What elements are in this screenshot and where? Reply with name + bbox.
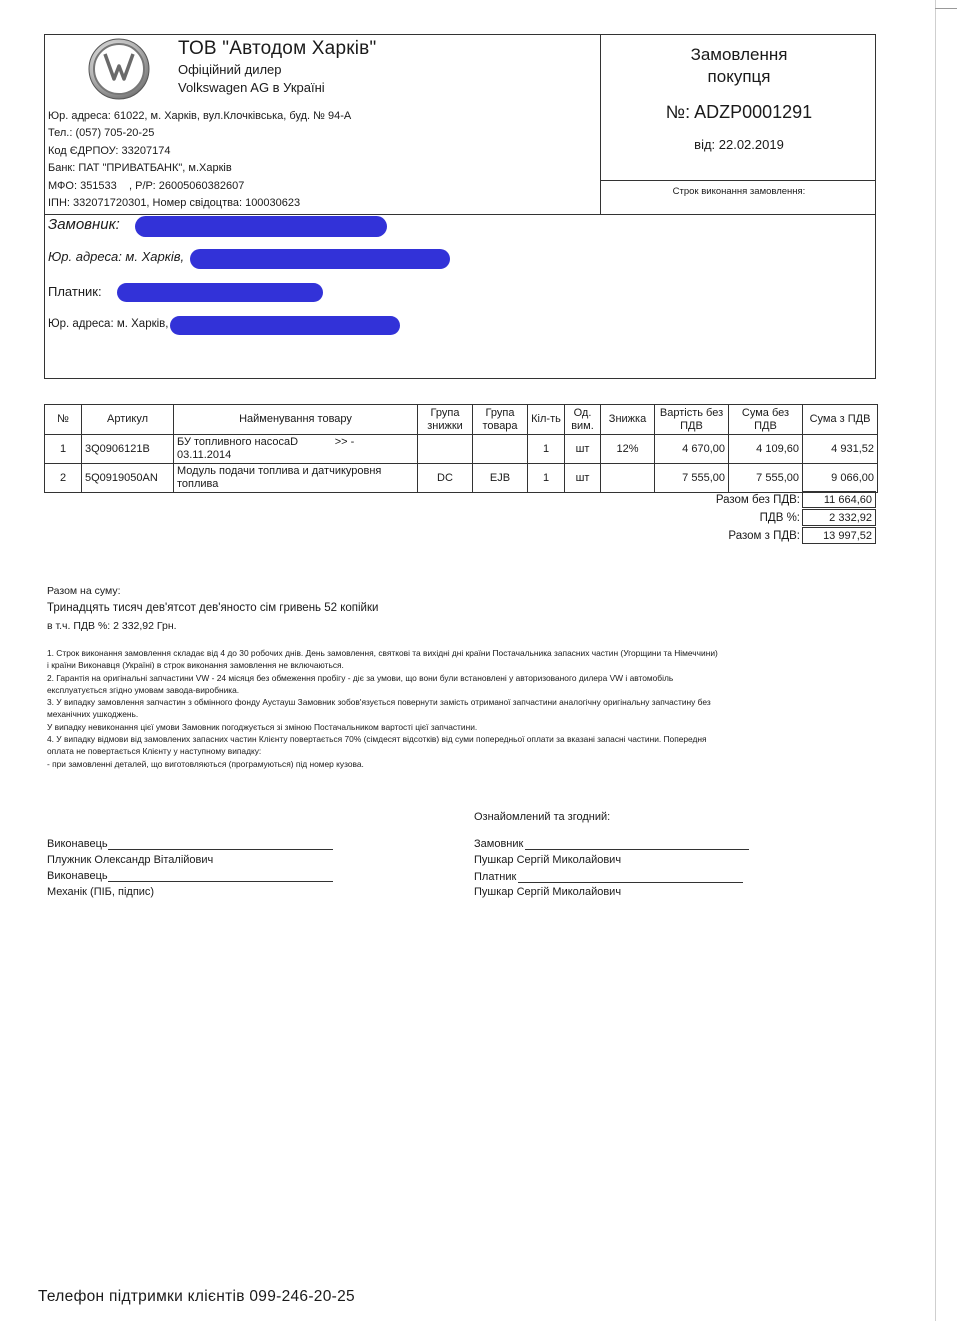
cell-qty: 1 xyxy=(528,435,565,464)
redaction-payer-address xyxy=(170,316,400,335)
total-with-vat-label: Разом з ПДВ: xyxy=(728,530,800,542)
agreed-label: Ознайомлений та згодний: xyxy=(474,811,611,823)
order-date: від: 22.02.2019 xyxy=(694,137,784,152)
requisite-address: Юр. адреса: 61022, м. Харків, вул.Клочківська, буд. № 94-А xyxy=(48,110,352,122)
header-divider-horizontal xyxy=(44,214,876,215)
cell-name xyxy=(174,435,418,464)
table-header-row xyxy=(45,405,878,435)
note-line: 4. У випадку відмови від замовлених запасних частин Клієнту повертається 70% (сімдесят відсотків) від суми попередньої оплати за вказані запасні частини. Попередня xyxy=(47,734,707,745)
total-with-vat-value: 13 997,52 xyxy=(802,527,876,544)
col-header-no: № xyxy=(45,405,82,435)
vw-logo-icon xyxy=(88,38,150,100)
note-line: механічних ушкоджень. xyxy=(47,709,139,720)
requisite-phone: Тел.: (057) 705-20-25 xyxy=(48,127,155,139)
cell-no: 1 xyxy=(45,435,82,464)
sum-in-words: Тринадцять тисяч дев'ятсот дев'яносто сім гривень 52 копійки xyxy=(47,602,379,614)
cell-discount-group xyxy=(418,435,473,464)
cell-discount-group: DC xyxy=(418,464,473,493)
sum-label: Разом на суму: xyxy=(47,585,121,597)
cell-sum-no-vat: 7 555,00 xyxy=(729,464,803,493)
cell-article: 5Q0919050AN xyxy=(82,464,174,493)
cell-name-line-2: топлива xyxy=(177,478,219,490)
header-divider-order xyxy=(600,180,876,181)
requisite-edrpou: Код ЄДРПОУ: 33207174 xyxy=(48,145,171,157)
dealer-line-1: Офіційний дилер xyxy=(178,62,282,77)
cell-name xyxy=(174,464,418,493)
col-header-name: Найменування товару xyxy=(174,405,418,435)
order-number: №: ADZP0001291 xyxy=(665,102,813,122)
scan-edge-top xyxy=(935,8,957,9)
col-header-product-group: Група товара xyxy=(473,405,528,435)
total-no-vat-label: Разом без ПДВ: xyxy=(715,494,800,506)
col-header-price: Вартість без ПДВ xyxy=(655,405,729,435)
scan-edge-right xyxy=(935,0,936,1321)
cell-sum-no-vat: 4 109,60 xyxy=(729,435,803,464)
col-header-article: Артикул xyxy=(82,405,174,435)
cell-article: 3Q0906121B xyxy=(82,435,174,464)
header-divider-vertical xyxy=(600,34,601,214)
cell-qty: 1 xyxy=(528,464,565,493)
col-header-qty: Кіл-ть xyxy=(528,405,565,435)
items-table xyxy=(44,404,878,493)
executor-2-signature-line xyxy=(108,881,333,882)
col-header-discount: Знижка xyxy=(601,405,655,435)
note-line: 1. Строк виконання замовлення складає від 4 до 30 робочих днів. День замовлення, святкові та вихідні дні країни Постачальника запасних частин (Угорщини та Німеччини) xyxy=(47,648,718,658)
customer-address-label: Юр. адреса: м. Харків, xyxy=(48,249,185,264)
executor-1-name: Плужник Олександр Віталійович xyxy=(47,854,214,866)
payer-label: Платник: xyxy=(48,284,102,299)
note-line: - при замовленні деталей, що виготовляються (програмуються) під номер кузова. xyxy=(47,758,364,769)
cell-unit: шт xyxy=(565,464,601,493)
cell-discount xyxy=(601,464,655,493)
cell-product-group xyxy=(473,435,528,464)
payer-sign-label: Платник xyxy=(474,871,517,883)
cell-sum-vat: 9 066,00 xyxy=(803,464,878,493)
order-title-line-2: покупця xyxy=(707,67,771,86)
cell-price: 7 555,00 xyxy=(655,464,729,493)
deadline-label: Строк виконання замовлення: xyxy=(672,186,806,197)
col-header-sum-no-vat: Сума без ПДВ xyxy=(729,405,803,435)
redaction-customer xyxy=(135,216,387,237)
col-header-discount-group: Група знижки xyxy=(418,405,473,435)
cell-price: 4 670,00 xyxy=(655,435,729,464)
sum-vat-line: в т.ч. ПДВ %: 2 332,92 Грн. xyxy=(47,620,177,632)
payer-address-label: Юр. адреса: м. Харків, xyxy=(48,318,169,330)
table-row xyxy=(45,435,878,464)
cell-name-line-2: 03.11.2014 xyxy=(177,449,232,461)
note-line: 3. У випадку замовлення запчастин з обмінного фонду Аустауш Замовник зобов'язується повернути замість отриманої запчастини аналогічну оригінальну запчастину без xyxy=(47,697,711,708)
cell-no: 2 xyxy=(45,464,82,493)
customer-sign-name: Пушкар Сергій Миколайович xyxy=(474,854,622,866)
dealer-line-2: Volkswagen AG в Україні xyxy=(178,80,325,95)
col-header-unit: Од. вим. xyxy=(565,405,601,435)
cell-sum-vat: 4 931,52 xyxy=(803,435,878,464)
executor-2-name: Механік (ПІБ, підпис) xyxy=(47,886,155,898)
payer-signature-line xyxy=(518,882,743,883)
note-line: експлуатується згідно умовам завода-виробника. xyxy=(47,684,240,695)
customer-label: Замовник: xyxy=(48,216,120,233)
col-header-sum-vat: Сума з ПДВ xyxy=(803,405,878,435)
vat-label: ПДВ %: xyxy=(759,512,800,524)
table-row xyxy=(45,464,878,493)
cell-name-line-1: БУ топливного насосаD >> - xyxy=(177,436,355,448)
executor-1-signature-line xyxy=(108,849,333,850)
vat-value: 2 332,92 xyxy=(802,509,876,526)
customer-sign-label: Замовник xyxy=(474,838,524,850)
cell-product-group: EJB xyxy=(473,464,528,493)
note-line: оплата не повертається Клієнту у наступному випадку: xyxy=(47,746,262,757)
company-name: ТОВ "Автодом Харків" xyxy=(178,38,377,59)
note-line: і країни Виконавця (Україні) в строк виконання замовлення не включаються. xyxy=(47,660,344,671)
note-line: 2. Гарантія на оригінальні запчастини VW - 24 місяця без обмеження пробігу - діє за умови, що вони були встановлені у авторизованого дилера VW і автомобіль xyxy=(47,672,674,683)
terms-notes xyxy=(47,647,807,770)
support-phone: Телефон підтримки клієнтів 099-246-20-25 xyxy=(38,1288,355,1305)
payer-sign-name: Пушкар Сергій Миколайович xyxy=(474,886,622,898)
requisite-mfo: МФО: 351533 , Р/Р: 26005060382607 xyxy=(48,180,245,192)
redaction-customer-address xyxy=(190,249,450,269)
cell-discount: 12% xyxy=(601,435,655,464)
customer-signature-line xyxy=(525,849,749,850)
order-title-line-1: Замовлення xyxy=(690,45,788,64)
executor-1-label: Виконавець xyxy=(47,838,108,850)
cell-name-line-1: Модуль подачи топлива и датчикуровня xyxy=(177,465,382,477)
redaction-payer xyxy=(117,283,323,302)
requisite-ipn: ІПН: 332071720301, Номер свідоцтва: 100030623 xyxy=(48,197,301,209)
executor-2-label: Виконавець xyxy=(47,870,108,882)
cell-unit: шт xyxy=(565,435,601,464)
note-line: У випадку невиконання цієї умови Замовник погоджується зі зміною Постачальником вартості цієї запчастини. xyxy=(47,721,478,732)
requisite-bank: Банк: ПАТ "ПРИВАТБАНК", м.Харків xyxy=(48,162,232,174)
total-no-vat-value: 11 664,60 xyxy=(802,491,876,508)
